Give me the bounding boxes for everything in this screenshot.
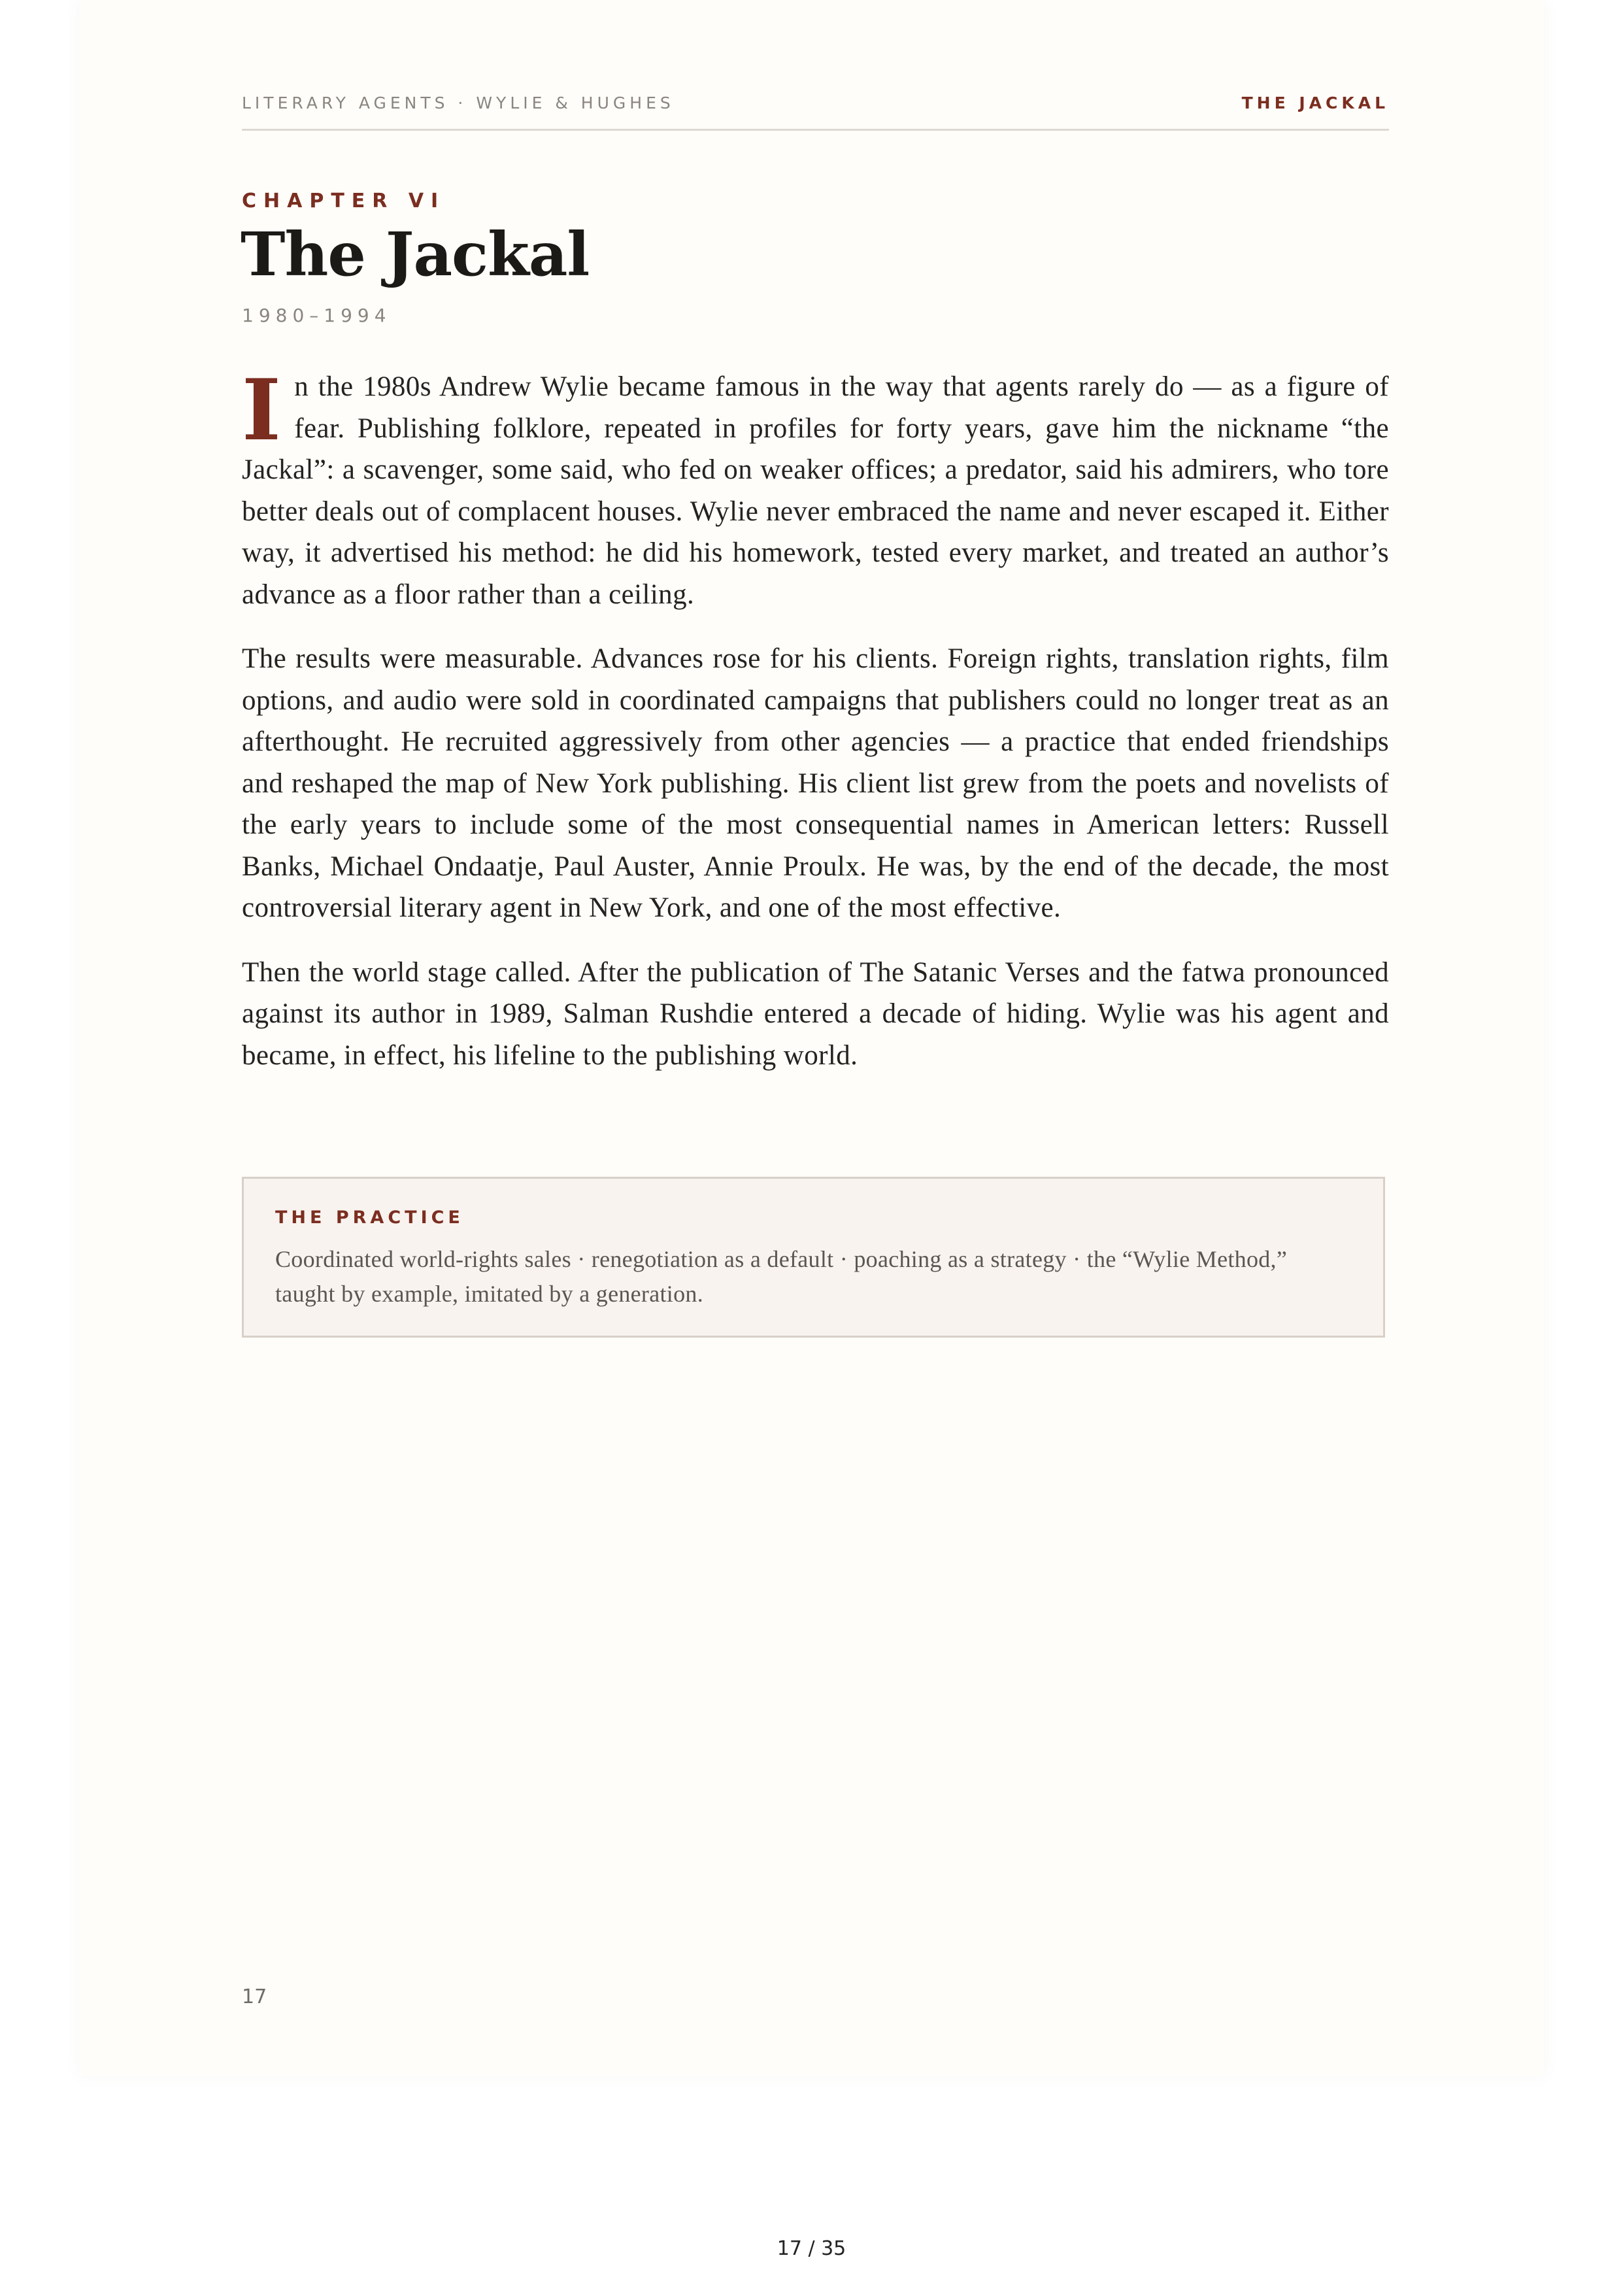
practice-label: THE PRACTICE bbox=[275, 1207, 464, 1228]
viewer-page-indicator: 17 / 35 bbox=[777, 2237, 846, 2260]
running-head-left: LITERARY AGENTS · WYLIE & HUGHES bbox=[242, 93, 675, 112]
chapter-title: The Jackal bbox=[241, 219, 590, 290]
practice-callout bbox=[242, 1177, 1385, 1338]
drop-cap: I bbox=[242, 362, 282, 460]
chapter-body bbox=[242, 362, 1389, 1099]
running-head bbox=[242, 90, 1389, 131]
body-paragraph-1 bbox=[242, 362, 1389, 615]
practice-text: Coordinated world-rights sales · renegotiation as a default · poaching as a strategy · the “Wylie Method,” taught by example, imitated by a generation. bbox=[275, 1246, 1288, 1307]
body-paragraph-1-text: n the 1980s Andrew Wylie became famous in the way that agents rarely do — as a figure of fear. Publishing folklore, repeated in profiles for forty years, gave him the nickname “the Jackal”: a scavenger, some said, who fed on weaker offices; a predator, said his admirers, who tore better deals out of complacent houses. Wylie never embraced the name and never escaped it. Either way, it advertised his method: he did his homework, tested every market, and treated an author’s advance as a floor rather than a ceiling. bbox=[242, 371, 1389, 610]
body-paragraph-2: The results were measurable. Advances rose for his clients. Foreign rights, translation rights, film options, and audio were sold in coordinated campaigns that publishers could no longer treat as an afterthought. He recruited aggressively from other agencies — a practice that ended friendships and reshaped the map of New York publishing. His client list grew from the poets and novelists of the early years to include some of the most consequential names in American letters: Russell Banks, Michael Ondaatje, Paul Auster, Annie Proulx. He was, by the end of the decade, the most controversial literary agent in New York, and one of the most effective. bbox=[242, 643, 1389, 923]
chapter-label: CHAPTER VI bbox=[242, 190, 446, 212]
body-paragraph-3: Then the world stage called. After the publication of The Satanic Verses and the fatwa pronounced against its author in 1989, Salman Rushdie entered a decade of hiding. Wylie was his agent and became, in effect, his lifeline to the publishing world. bbox=[242, 956, 1389, 1071]
page-number: 17 bbox=[242, 1985, 267, 2008]
running-head-right: THE JACKAL bbox=[1241, 93, 1389, 112]
chapter-dates: 1980–1994 bbox=[242, 305, 392, 326]
